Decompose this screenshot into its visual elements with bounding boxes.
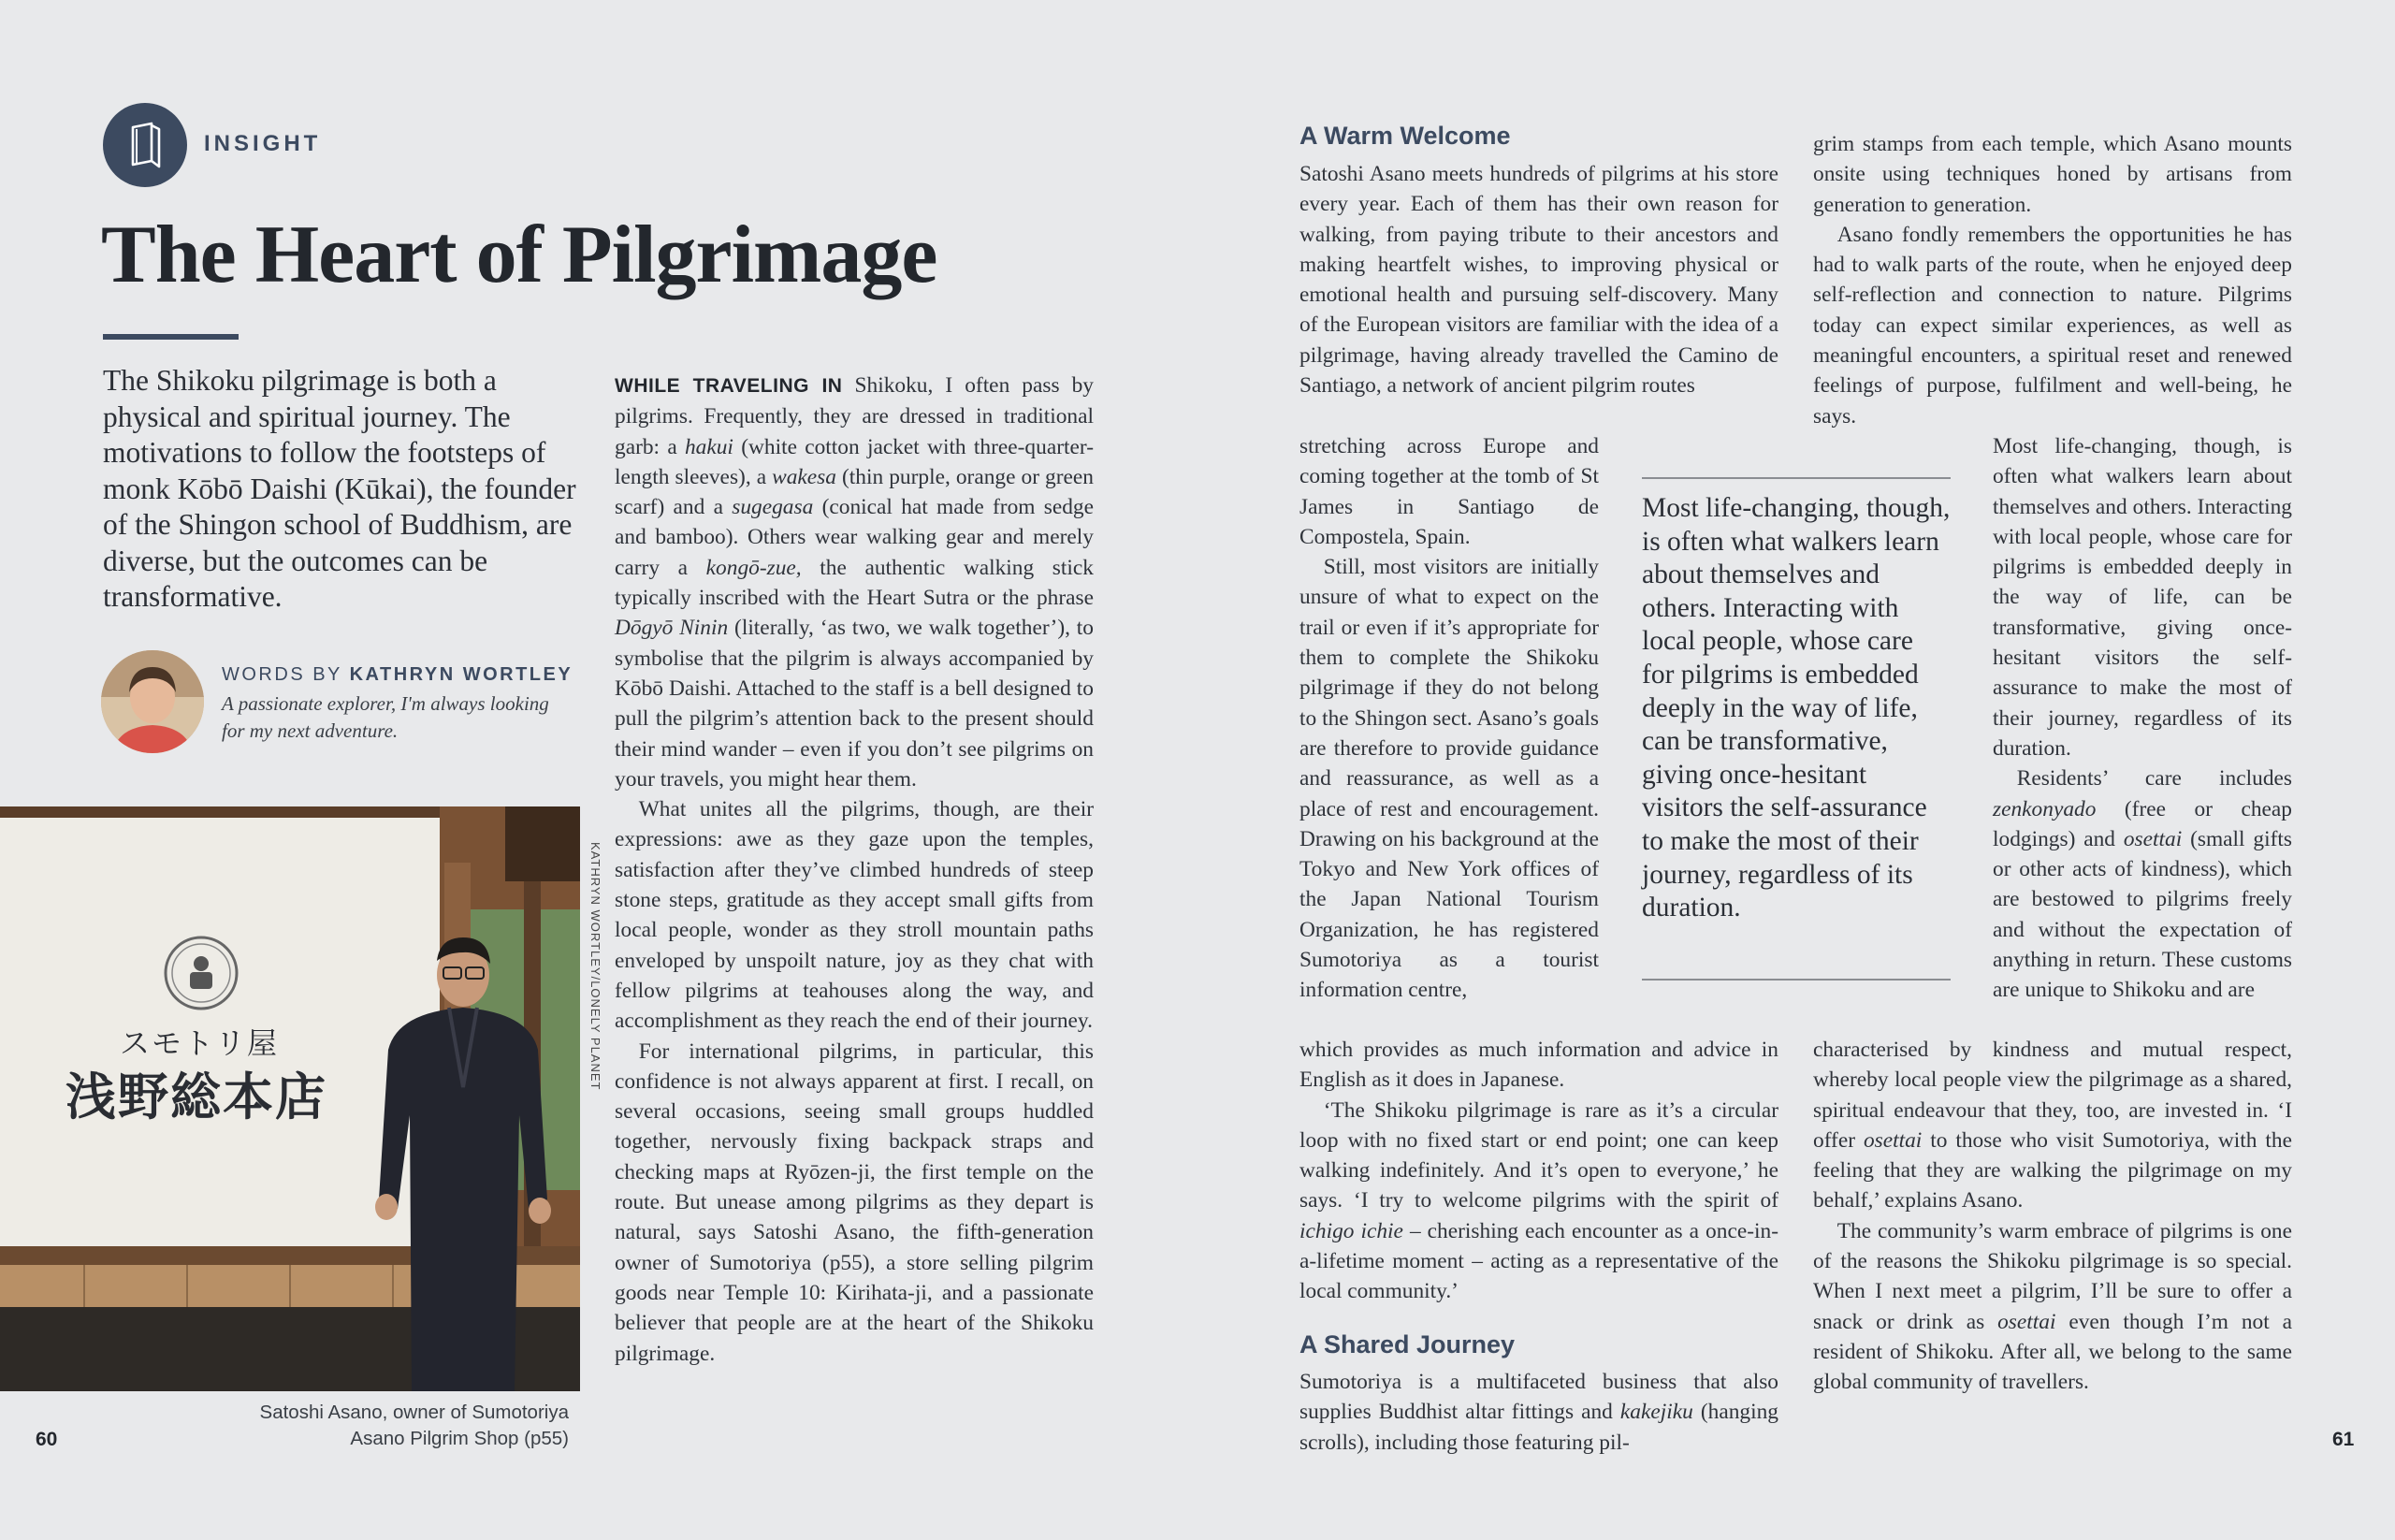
sign-kanji: 浅野総本店 [65, 1068, 327, 1126]
body-column-2-end [1299, 1367, 1778, 1458]
body-column-3-narrow [1993, 431, 2292, 1006]
body-column-3-bottom [1813, 1035, 2292, 1398]
body-column-2-top [1299, 159, 1778, 400]
paragraph: WHILE TRAVELING IN Shikoku, I often pass by pilgrims. Frequently, they are dressed in traditional garb: a hakui (white cotton jacket with three-quarter-length sleeves), a wakesa (thin purple, orange or green scarf) and a sugegasa (conical hat made from sedge and bamboo). Others wear walking gear and merely carry a kongō-zue, the authentic walking stick typically inscribed with the Heart Sutra or the phrase Dōgyō Ninin (literally, ‘as two, we walk together’), to symbolise that the pilgrim is always accompanied by Kōbō Daishi. Attached to the staff is a bell designed to pull the pilgrim’s attention back to the present should their mind wander – even if you don’t see pilgrims on your travels, you might hear them. [615, 373, 1095, 792]
paragraph: characterised by kindness and mutual respect, whereby local people view the pilgrimage as a shared, spiritual endeavour that they, too, are invested in. ‘I offer osettai to those who visit Sumotoriya, with the feeling that they are walking the pilgrimage on my behalf,’ explains Asano. [1813, 1038, 2292, 1213]
body-column-3-top [1813, 129, 2292, 431]
page-number-right: 61 [2332, 1429, 2355, 1450]
paragraph: Sumotoriya is a multifaceted business that also supplies Buddhist altar fittings and kakejiku (hanging scrolls), including those featuring pil- [1299, 1370, 1778, 1455]
author-name: KATHRYN WORTLEY [349, 664, 573, 685]
photo-caption: Satoshi Asano, owner of Sumotoriya Asano Pilgrim Shop (p55) [259, 1402, 569, 1449]
page-number-left: 60 [36, 1429, 58, 1450]
lead-in: WHILE TRAVELING IN [615, 375, 843, 397]
paragraph: Still, most visitors are initially unsure of what to expect on the trail or even if it’s appropriate for them to complete the Shikoku pilgrimage if they do not belong to the Shingon sect. Asano’s goals are therefore to provide guidance and reassurance, as well as a place of rest and encouragement. Drawing on his background at the Tokyo and New York offices of the Japan National Tourism Organization, he has registered Sumotoriya as a tourist information centre, [1299, 555, 1599, 1003]
paragraph: grim stamps from each temple, which Asano mounts onsite using techniques honed by artisans from generation to generation. [1813, 132, 2292, 217]
author-avatar [101, 650, 204, 753]
pull-quote-text: Most life-changing, though, is often what walkers learn about themselves and others. Interacting with local people, whose care for pilgrims is embedded deeply in the way of life, can be transformative, giving once-hesitant visitors the self-assurance to make the most of their journey, regardless of its duration. [1642, 493, 1951, 923]
author-tagline: A passionate explorer, I'm always looking for my next adventure. [222, 692, 549, 742]
standfirst: The Shikoku pilgrimage is both a physical and spiritual journey. The motivations to follow the footsteps of monk Kōbō Daishi (Kūkai), the founder of the Shingon school of Buddhism, are diverse, but the outcomes can be transformative. [103, 364, 576, 613]
title-rule [103, 334, 239, 340]
pull-quote [1642, 477, 1951, 981]
paragraph: For international pilgrims, in particular, this confidence is not always apparent at first. I recall, on several occasions, seeing small groups huddled together, nervously fixing backpack straps and checking maps at Ryōzen-ji, the first temple on the route. But unease among pilgrims as they depart is natural, says Satoshi Asano, the fifth-generation owner of Sumotoriya (p55), a store selling pilgrim goods near Temple 10: Kirihata-ji, and a passionate believer that people are at the heart of the Shikoku pilgrimage. [615, 1039, 1094, 1366]
section-label: INSIGHT [204, 131, 322, 156]
body-column-1 [615, 370, 1094, 1369]
paragraph: Most life-changing, though, is often what walkers learn about themselves and others. Interacting with local people, whose care for pilgrims is embedded deeply in the way of life, can be transformative, giving once-hesitant visitors the self-assurance to make the most of their journey, regardless of its duration. [1993, 434, 2292, 761]
body-column-2-narrow [1299, 431, 1599, 1006]
paragraph: Asano fondly remembers the opportunities he has had to walk parts of the route, when he enjoyed deep self-reflection and connection to nature. Pilgrims today can expect similar experiences, as well as meaningful encounters, a spiritual reset and renewed feelings of purpose, fulfilment and well-being, he says. [1813, 222, 2292, 429]
paragraph: stretching across Europe and coming together at the tomb of St James in Santiago de Compostela, Spain. [1299, 434, 1599, 549]
paragraph: Residents’ care includes zenkonyado (free or cheap lodgings) and osettai (small gifts or other acts of kindness), which are bestowed to pilgrims freely and without the expectation of anything in return. These customs are unique to Shikoku and are [1993, 766, 2292, 1003]
section-badge [103, 103, 187, 187]
open-book-icon [123, 122, 167, 168]
section-heading: A Shared Journey [1299, 1330, 1516, 1358]
byline-prefix: WORDS BY [222, 664, 342, 685]
byline [222, 664, 573, 686]
paragraph: ‘The Shikoku pilgrimage is rare as it’s a circular loop with no fixed start or end point; one can keep walking indefinitely. And it’s open to everyone,’ he says. ‘I try to welcome pilgrims with the spirit of ichigo ichie – cherishing each encounter as a once-in-a-lifetime moment – acting as a representative of the local community.’ [1299, 1097, 1778, 1304]
photo-shop-owner [0, 806, 580, 1391]
photo-credit: KATHRYN WORTLEY/LONELY PLANET [588, 842, 602, 1091]
section-heading: A Warm Welcome [1299, 122, 1511, 150]
paragraph: What unites all the pilgrims, though, are their expressions: awe as they gaze upon the temples, satisfaction after they’ve climbed hundreds of steep stone steps, gratitude as they accept small gifts from local people, wonder as they stroll mountain paths enveloped by unspoilt nature, joy as they chat with fellow pilgrims at teahouses along the way, and accomplishment as they reach the end of their journey. [615, 797, 1094, 1034]
paragraph: Satoshi Asano meets hundreds of pilgrims at his store every year. Each of them has their own reason for walking, from paying tribute to their ancestors and making heartfelt wishes, to improving physical or emotional health and pursuing self-discovery. Many of the European visitors are familiar with the idea of a pilgrimage, having already travelled the Camino de Santiago, a network of ancient pilgrim routes [1299, 162, 1778, 399]
body-column-2-bottom [1299, 1035, 1778, 1307]
paragraph: The community’s warm embrace of pilgrims is one of the reasons the Shikoku pilgrimage is so special. When I next meet a pilgrim, I’ll be sure to offer a snack or drink as osettai even though I’m not a resident of Shikoku. After all, we belong to the same global community of travellers. [1813, 1218, 2292, 1395]
article-title: The Heart of Pilgrimage [101, 210, 937, 300]
sign-katakana: スモトリ屋 [120, 1025, 280, 1061]
paragraph: which provides as much information and advice in English as it does in Japanese. [1299, 1038, 1778, 1093]
